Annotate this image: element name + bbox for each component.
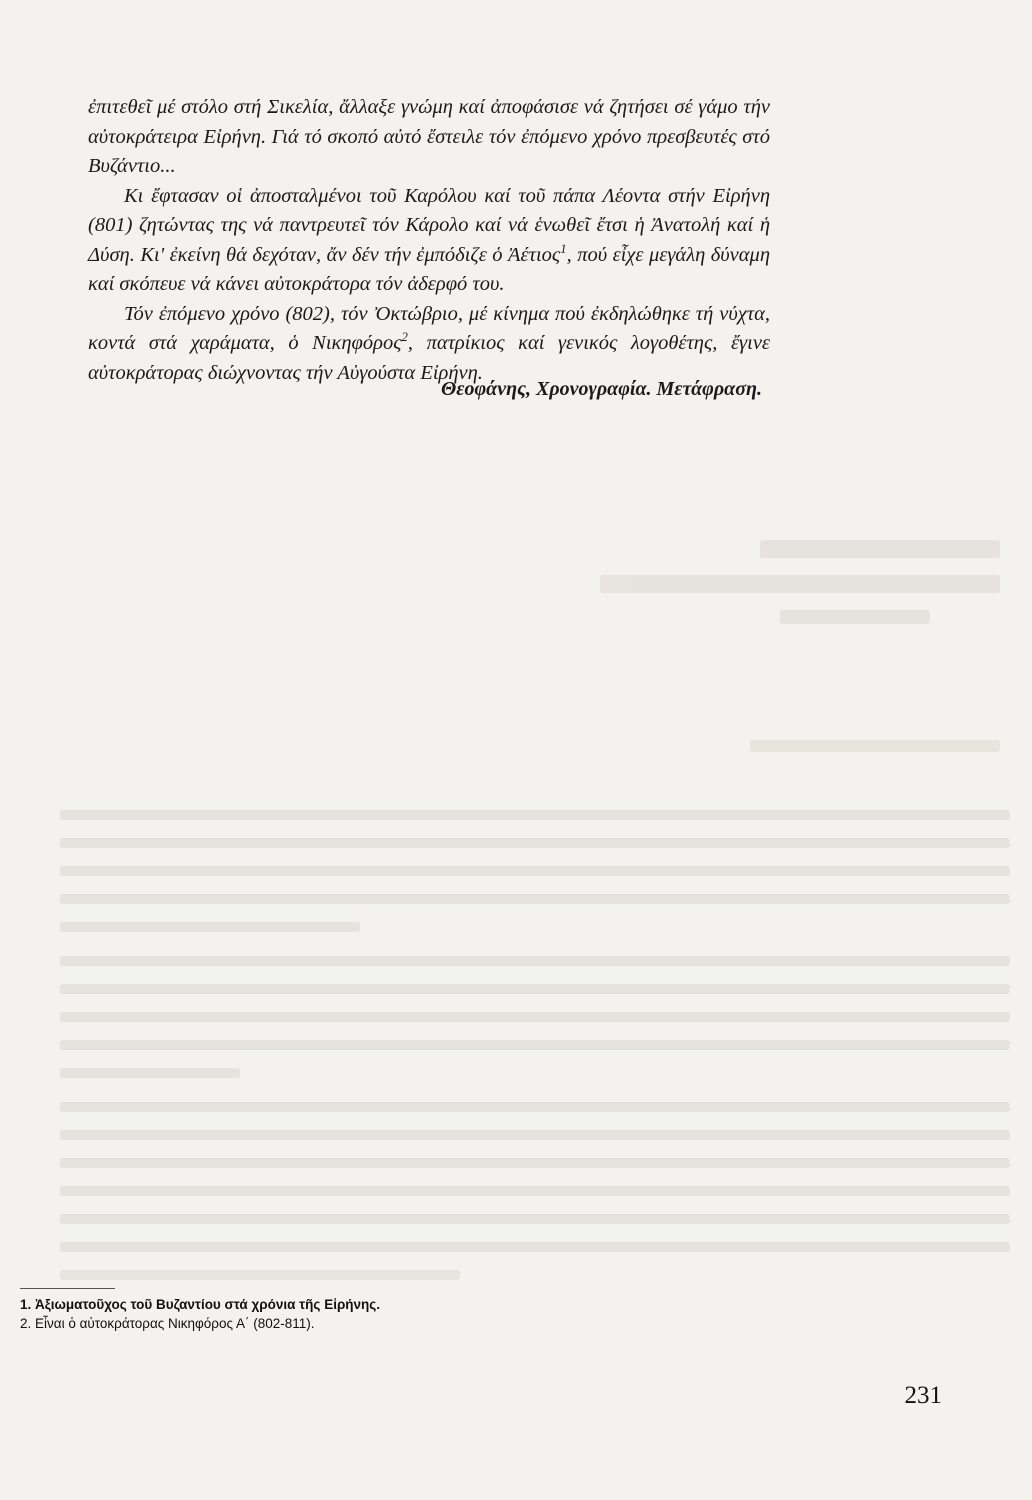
body-text [88,93,770,388]
page-number: 231 [904,1382,942,1409]
paragraph-2-text: Κι ἔφτασαν οἱ ἀποσταλμένοι τοῦ Καρόλου καί τοῦ πάπα Λέοντα στήν Εἰρήνη (801) ζητώντας της νά παντρευτεῖ τόν Κάρολο καί νά ἑνωθεῖ ἔτσι ἡ Ἀνατολή καί ἡ Δύση. Κι' ἐκείνη θά δεχόταν, ἄν δέν τήν ἐμπόδιζε ὁ Ἀέτιος [88,184,770,266]
footnote-divider [20,1288,115,1289]
paragraph-2-text-cont: , πού εἶχε μεγάλη δύναμη καί σκόπευε νά κάνει αὐτοκράτορα τόν ἀδερφό του. [88,243,770,295]
footnote-ref-1: 1 [560,241,567,256]
show-through-bleed [40,520,1020,1300]
paragraph-3 [88,300,770,389]
paragraph-3-text-cont: , πατρίκιος καί γενικός λογοθέτης, ἔγινε αὐτοκράτορας διώχνοντας τήν Αὐγούστα Εἰρήνη. [88,332,770,384]
paragraph-3-text: Τόν ἐπόμενο χρόνο (802), τόν Ὀκτώβριο, μέ κίνημα πού ἐκδηλώθηκε τή νύχτα, κοντά στά χαράματα, ὁ Νικηφόρος [88,302,770,354]
paragraph-2 [88,182,770,300]
footnote-ref-2: 2 [401,330,408,345]
footnote-2: 2. Εἶναι ὁ αὐτοκράτορας Νικηφόρος Α΄ (802-811). [20,1316,315,1331]
source-citation: Θεοφάνης, Χρονογραφία. Μετάφραση. [441,378,762,400]
paragraph-1: ἐπιτεθεῖ μέ στόλο στή Σικελία, ἄλλαξε γνώμη καί ἀποφάσισε νά ζητήσει σέ γάμο τήν αὐτοκράτειρα Εἰρήνη. Γιά τό σκοπό αὐτό ἔστειλε τόν ἐπόμενο χρόνο πρεσβευτές στό Βυζάντιο... [88,96,770,177]
footnotes [20,1295,620,1333]
footnote-1: 1. Ἀξιωματοῦχος τοῦ Βυζαντίου στά χρόνια τῆς Εἰρήνης. [20,1297,381,1312]
